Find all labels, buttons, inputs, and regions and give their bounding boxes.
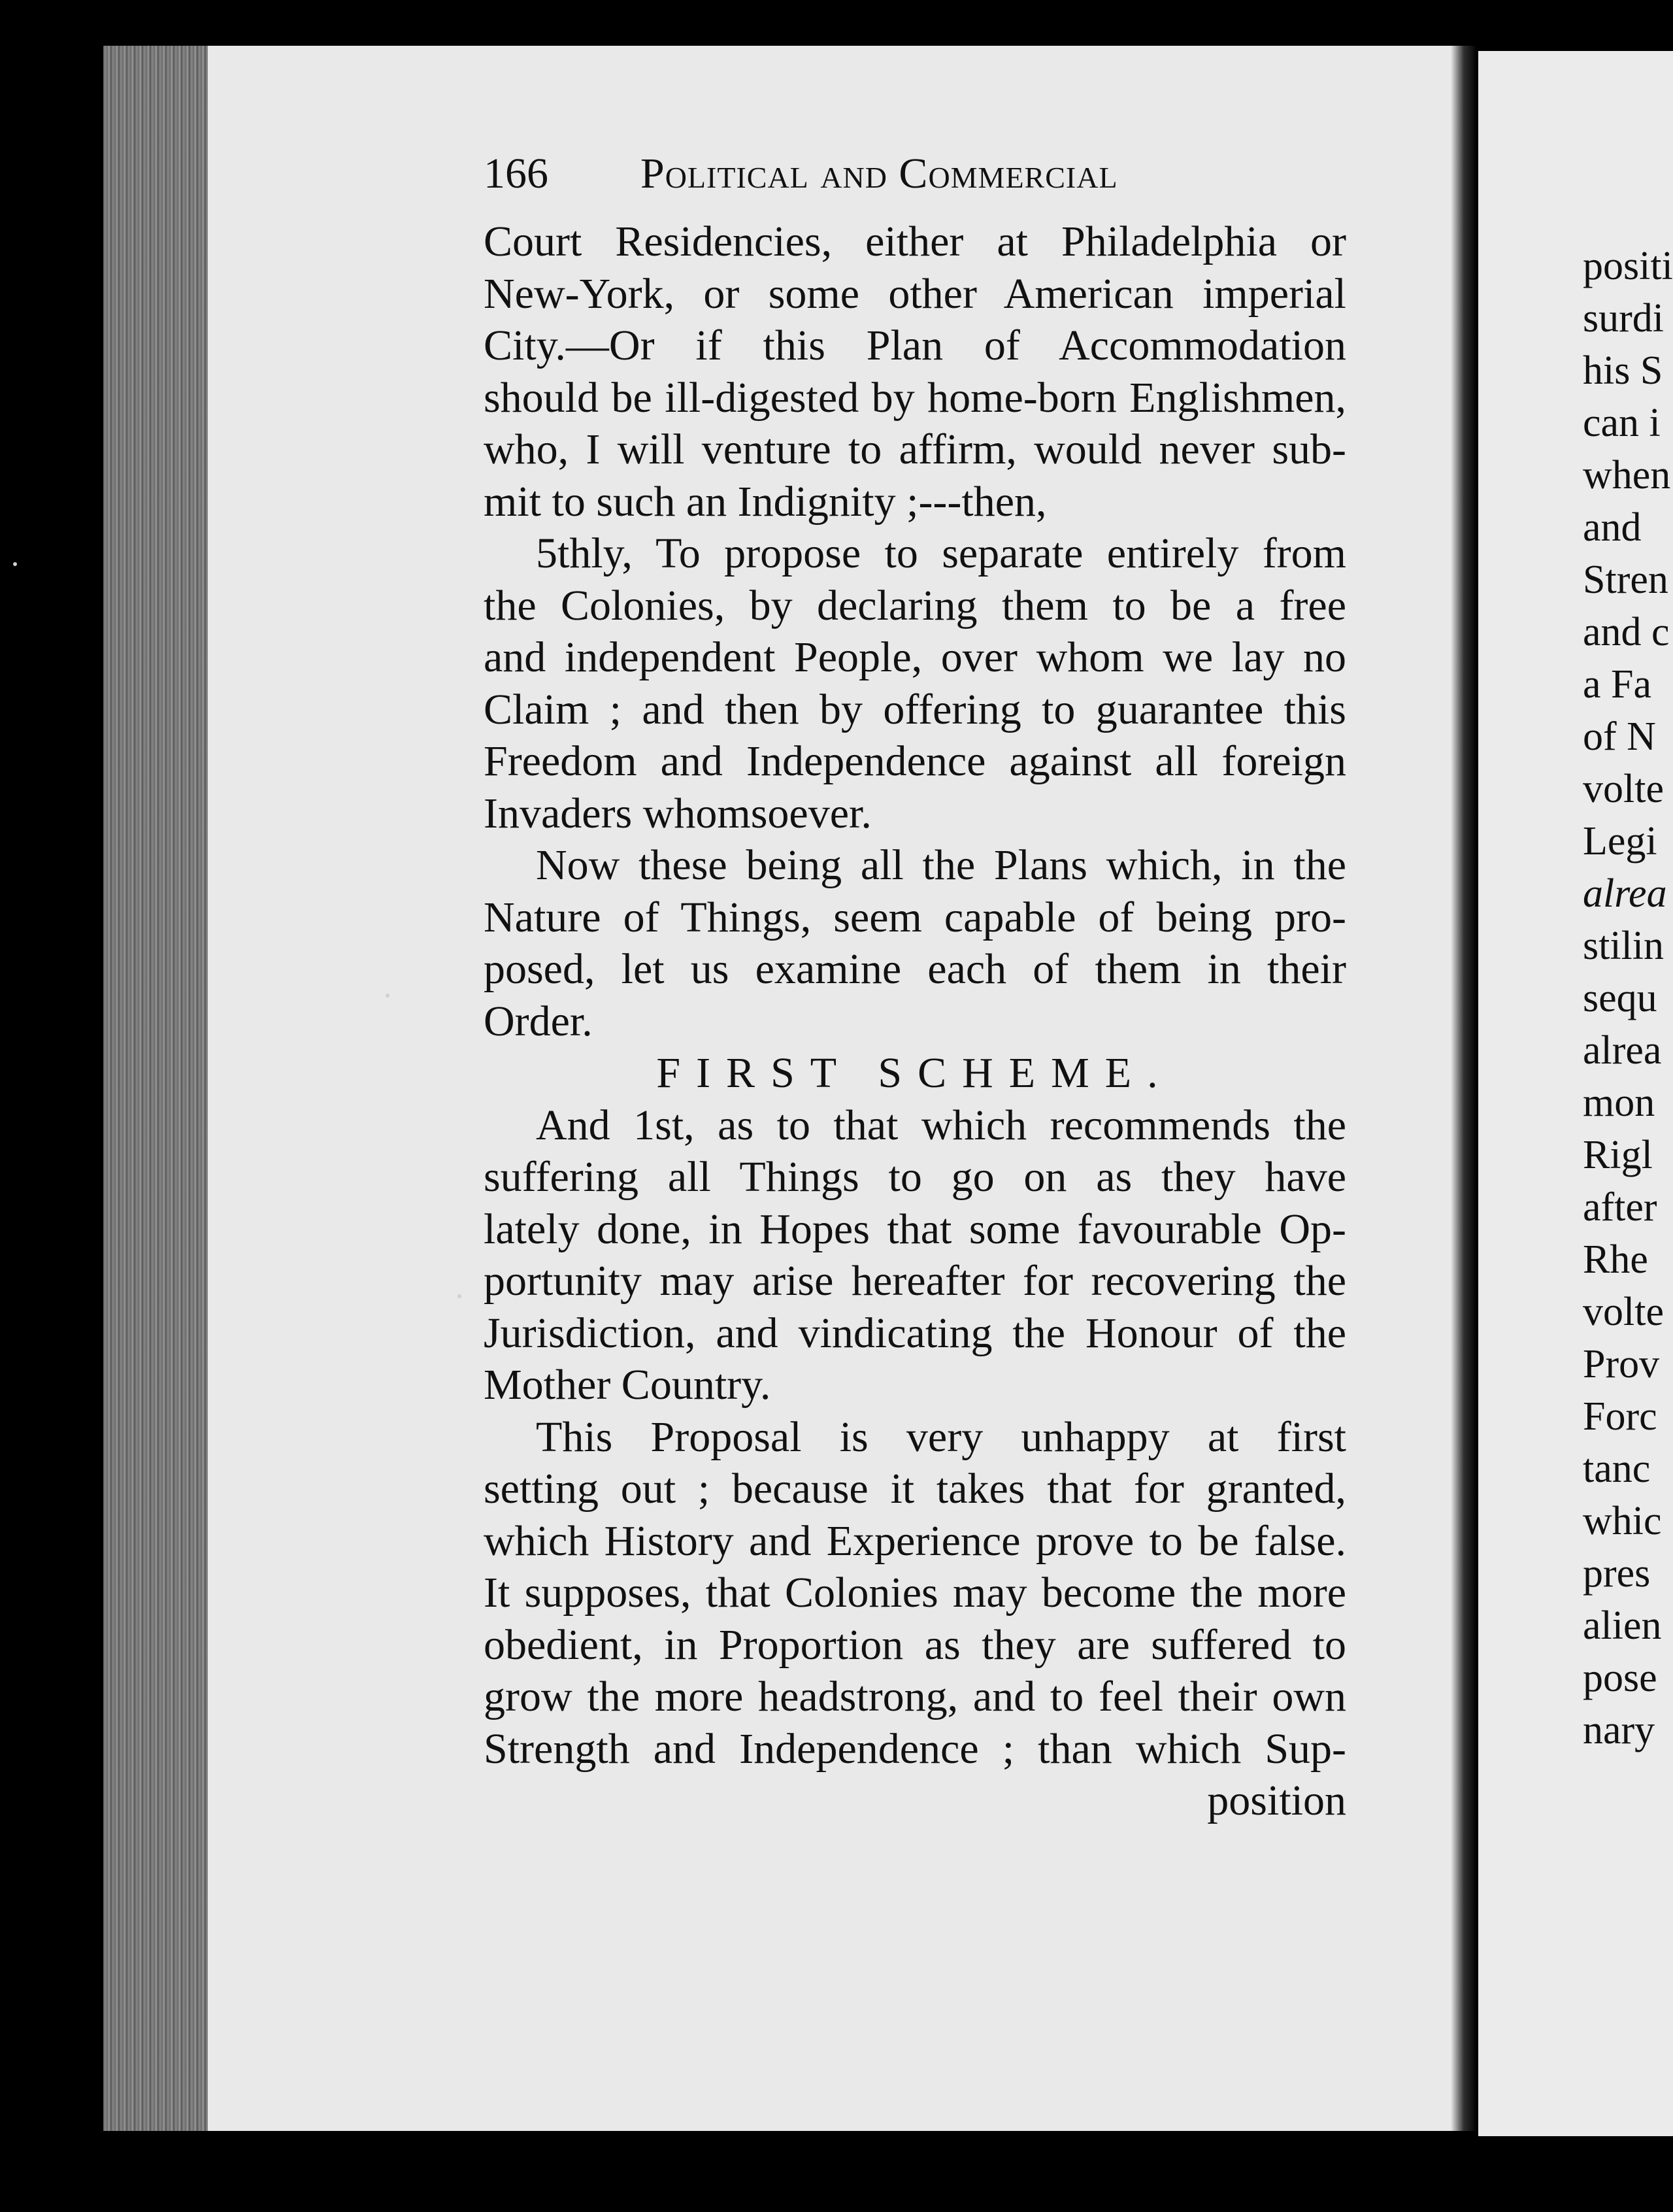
text-line: should be ill-digested by home-born Englishmen, bbox=[484, 373, 1346, 422]
text-fragment: sequ bbox=[1583, 976, 1657, 1020]
text-line: Strength and Independence ; than which Sup- bbox=[484, 1724, 1346, 1773]
text-fragment: alien bbox=[1583, 1603, 1662, 1648]
text-fragment: nary bbox=[1583, 1708, 1655, 1752]
text-line: suffering all Things to go on as they have bbox=[484, 1153, 1346, 1201]
page-header bbox=[484, 149, 1118, 199]
text-line: grow the more headstrong, and to feel their own bbox=[484, 1673, 1346, 1720]
text-fragment: can i bbox=[1583, 401, 1661, 445]
text-fragment: and bbox=[1583, 505, 1642, 550]
scan-speck bbox=[386, 994, 389, 997]
text-line: Freedom and Independence against all foreign bbox=[484, 737, 1346, 785]
text-line: Order. bbox=[484, 997, 593, 1045]
text-line: portunity may arise hereafter for recovering the bbox=[484, 1257, 1346, 1305]
right-page-fragment bbox=[1478, 51, 1673, 2136]
text-fragment: positi bbox=[1583, 244, 1673, 288]
scan-speck bbox=[457, 1294, 461, 1298]
text-line: Nature of Things, seem capable of being pro- bbox=[484, 893, 1346, 941]
text-fragment: alrea bbox=[1583, 1028, 1662, 1073]
text-line: Mother Country. bbox=[484, 1361, 771, 1409]
text-line: obedient, in Proportion as they are suffered to bbox=[484, 1620, 1346, 1669]
text-line: which History and Experience prove to be false. bbox=[484, 1517, 1346, 1565]
page-edge-stack bbox=[103, 46, 213, 2131]
text-line: the Colonies, by declaring them to be a free bbox=[484, 581, 1346, 629]
text-fragment: his S bbox=[1583, 348, 1663, 393]
text-fragment: Forc bbox=[1583, 1394, 1657, 1439]
text-fragment: volte bbox=[1583, 1290, 1664, 1334]
text-line: lately done, in Hopes that some favourable Op- bbox=[484, 1205, 1346, 1253]
text-fragment: Prov bbox=[1583, 1342, 1660, 1386]
text-line: It supposes, that Colonies may become the more bbox=[484, 1569, 1346, 1617]
text-fragment: a Fa bbox=[1583, 662, 1652, 707]
text-line: Invaders whomsoever. bbox=[484, 789, 872, 837]
text-fragment: surdi bbox=[1583, 296, 1664, 341]
section-heading: FIRST SCHEME. bbox=[656, 1049, 1174, 1097]
text-line: posed, let us examine each of them in their bbox=[484, 945, 1346, 993]
text-fragment: when bbox=[1583, 453, 1671, 497]
book-gutter bbox=[1451, 46, 1477, 2131]
text-fragment: and c bbox=[1583, 610, 1670, 654]
running-head: Political and Commercial bbox=[640, 150, 1118, 197]
text-line: who, I will venture to affirm, would never sub- bbox=[484, 426, 1346, 473]
text-line: and independent People, over whom we lay no bbox=[484, 633, 1346, 681]
catchword: position bbox=[1207, 1777, 1346, 1824]
text-fragment: pres bbox=[1583, 1551, 1651, 1596]
text-fragment: volte bbox=[1583, 767, 1664, 811]
text-fragment: mon bbox=[1583, 1081, 1655, 1125]
text-line: Now these being all the Plans which, in the bbox=[536, 841, 1346, 889]
text-line: Court Residencies, either at Philadelphia or bbox=[484, 218, 1346, 265]
text-line: mit to such an Indignity ;---then, bbox=[484, 477, 1047, 526]
text-line: Jurisdiction, and vindicating the Honour of the bbox=[484, 1309, 1346, 1357]
text-fragment: Rigl bbox=[1583, 1133, 1653, 1177]
scan-speck bbox=[13, 562, 17, 566]
body-text bbox=[484, 216, 1346, 1827]
text-fragment: whic bbox=[1583, 1499, 1662, 1543]
text-fragment: of N bbox=[1583, 714, 1656, 759]
text-line: And 1st, as to that which recommends the bbox=[536, 1101, 1346, 1149]
text-line: New-York, or some other American imperial bbox=[484, 269, 1346, 318]
text-line: City.—Or if this Plan of Accommodation bbox=[484, 322, 1346, 369]
text-fragment: Stren bbox=[1583, 558, 1668, 602]
text-fragment: alrea bbox=[1583, 871, 1667, 916]
text-line: 5thly, To propose to separate entirely from bbox=[536, 529, 1346, 577]
text-fragment: after bbox=[1583, 1185, 1657, 1230]
text-line: Claim ; and then by offering to guarantee this bbox=[484, 685, 1346, 733]
text-line: This Proposal is very unhappy at first bbox=[536, 1413, 1346, 1461]
text-line: setting out ; because it takes that for granted, bbox=[484, 1465, 1346, 1513]
text-fragment: Legi bbox=[1583, 819, 1657, 863]
text-fragment: pose bbox=[1583, 1656, 1657, 1700]
text-fragment: tanc bbox=[1583, 1447, 1651, 1491]
text-fragment: stilin bbox=[1583, 924, 1665, 968]
text-fragment: Rhe bbox=[1583, 1237, 1648, 1282]
page-number: 166 bbox=[484, 150, 548, 197]
